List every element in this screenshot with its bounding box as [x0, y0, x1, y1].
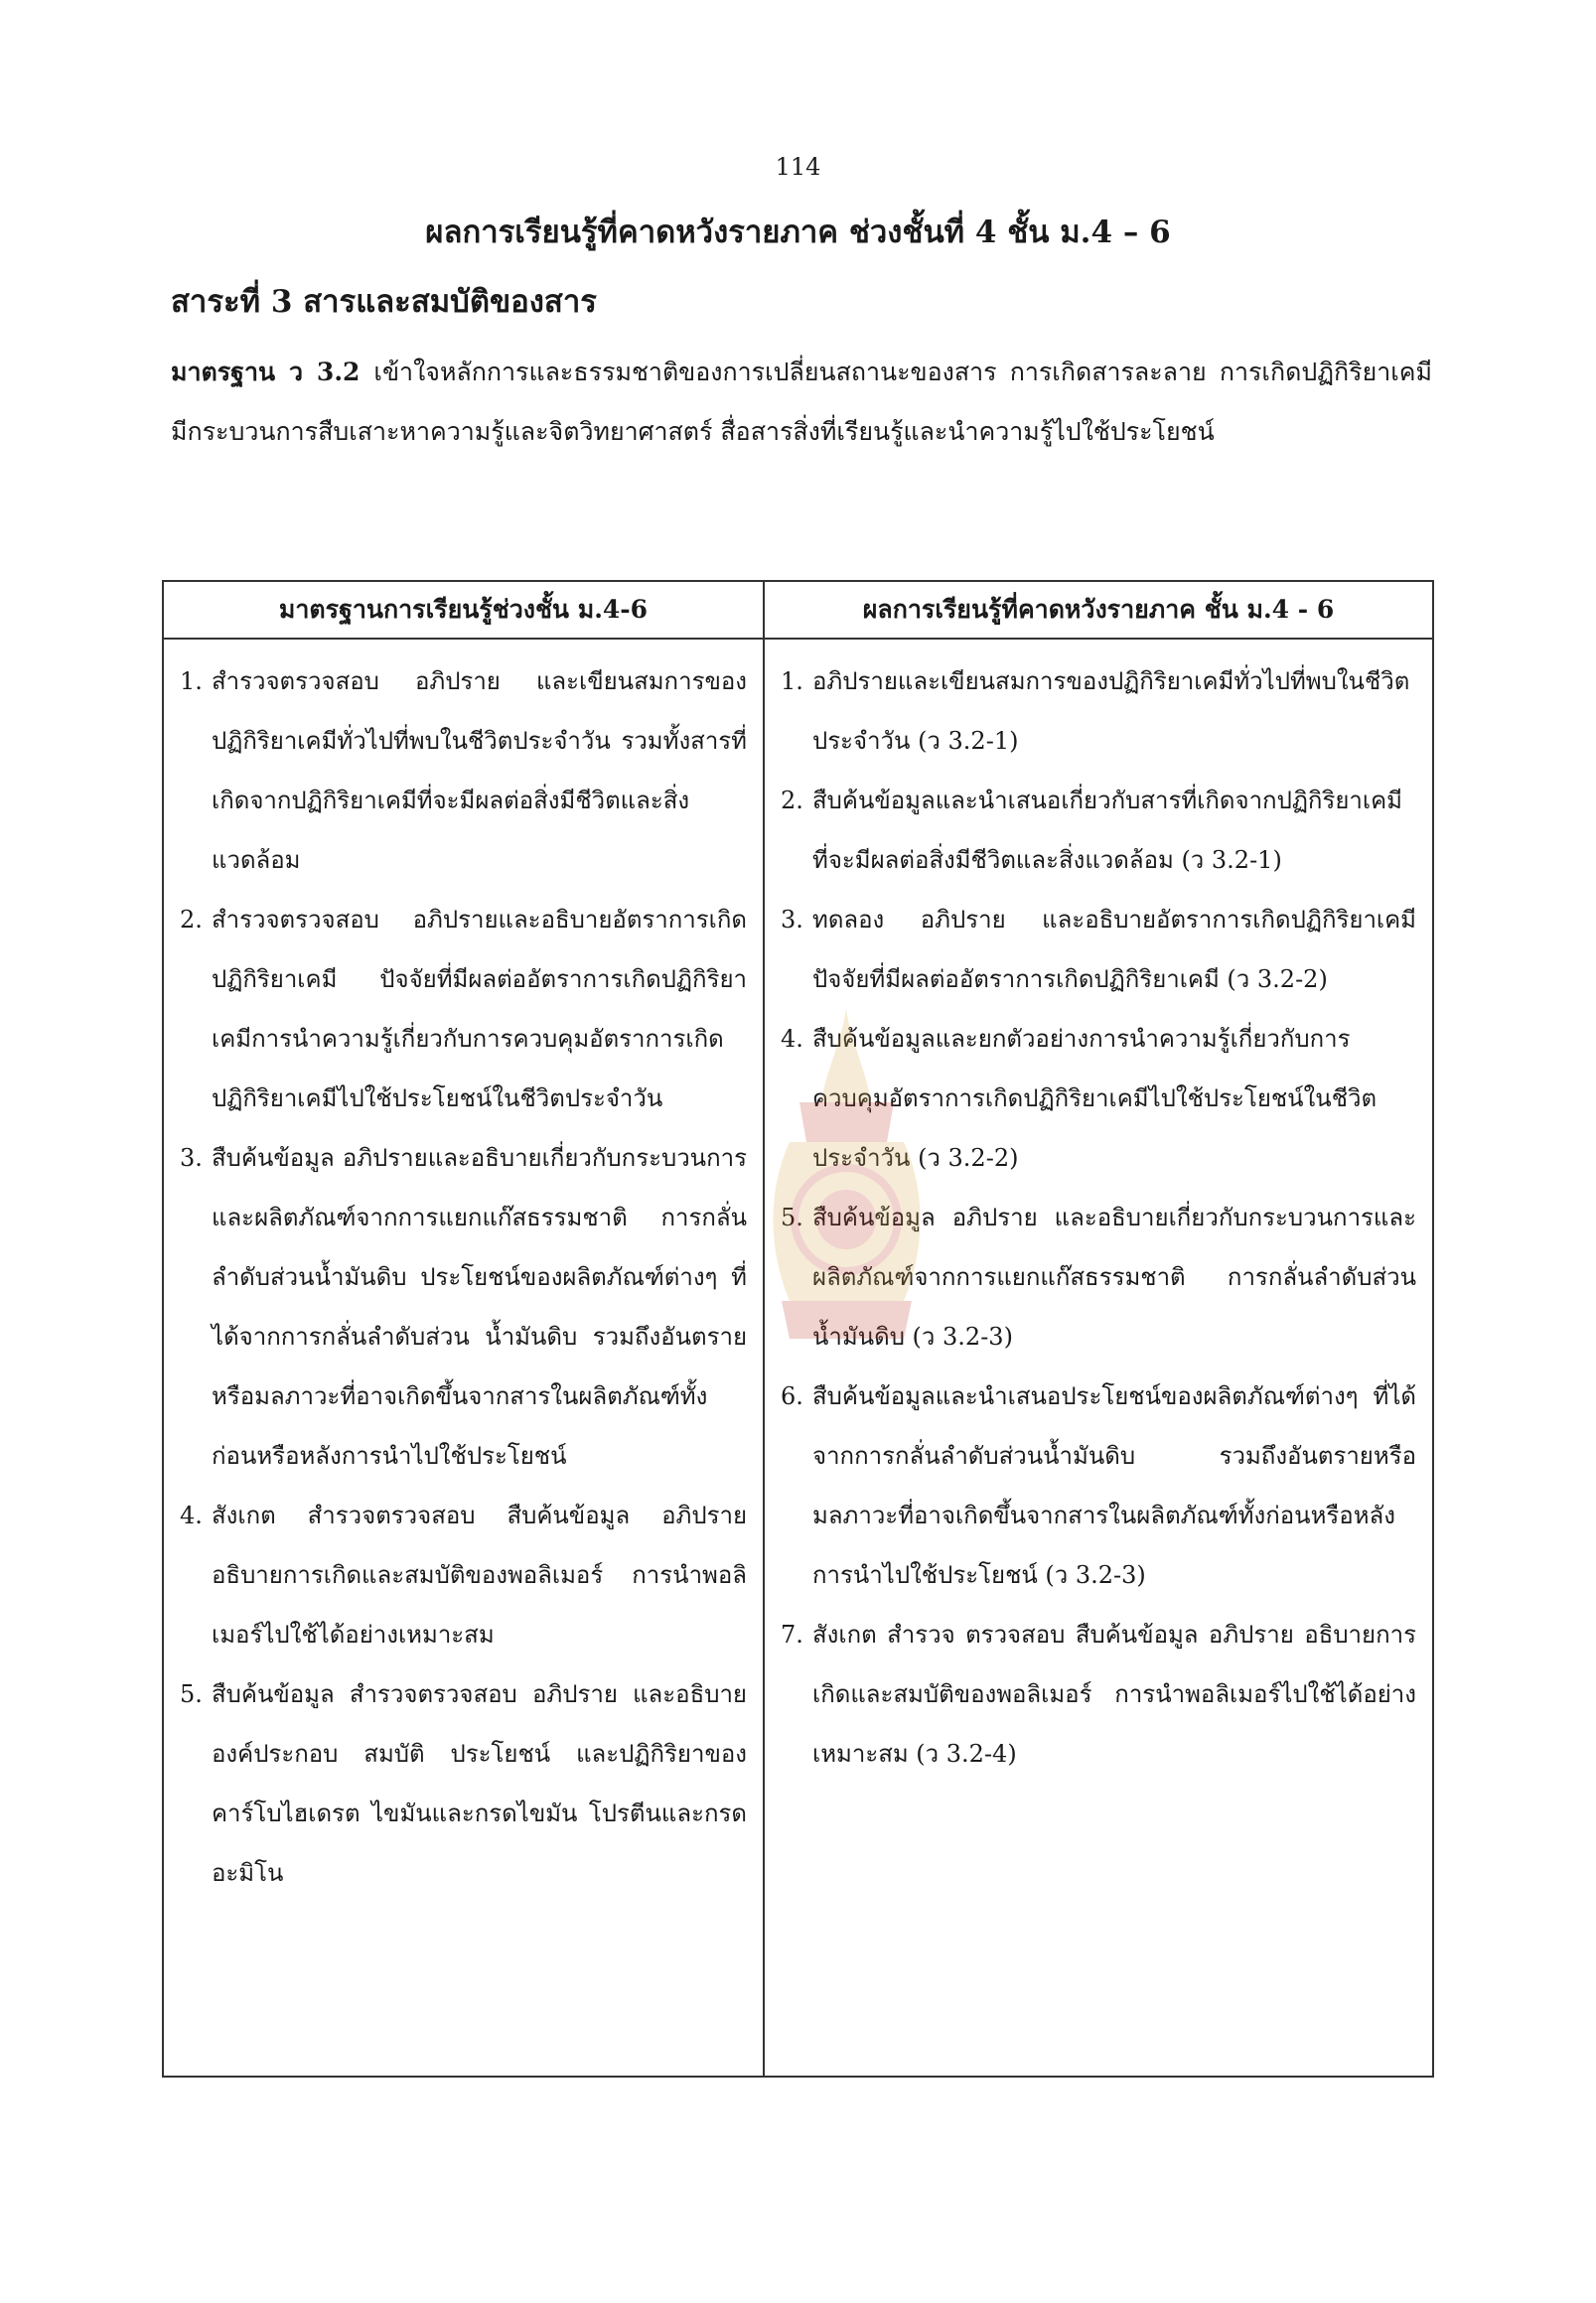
list-item: [781, 651, 1416, 771]
expected-outcome-list: [781, 651, 1416, 1784]
item-text: สืบค้นข้อมูล อภิปราย และอธิบายเกี่ยวกับกระบวนการและผลิตภัณฑ์จากการแยกแก๊สธรรมชาติ การกลั่นลำดับส่วนน้ำมันดิบ (ว 3.2-3): [812, 1204, 1416, 1351]
standard-text: เข้าใจหลักการและธรรมชาติของการเปลี่ยนสถานะของสาร การเกิดสารละลาย การเกิดปฏิกิริยาเคมี มีกระบวนการสืบเสาะหาความรู้และจิตวิทยาศาสตร์ สื่อสารสิ่งที่เรียนรู้และนำความรู้ไปใช้ประโยชน์: [171, 358, 1432, 446]
list-item: [180, 1486, 747, 1664]
learning-standard-list: [180, 651, 747, 1903]
list-item: [180, 1128, 747, 1486]
list-item: [180, 1664, 747, 1903]
table-header-row: [163, 581, 1433, 639]
item-number: 4.: [781, 1025, 803, 1053]
list-item: [781, 771, 1416, 890]
list-item: [180, 890, 747, 1128]
strand-title: สาระที่ 3 สารและสมบัติของสาร: [171, 284, 597, 320]
header-expected-outcome: ผลการเรียนรู้ที่คาดหวังรายภาค ชั้น ม.4 - 6: [764, 581, 1433, 639]
item-number: 7.: [781, 1621, 803, 1649]
header-learning-standard: มาตรฐานการเรียนรู้ช่วงชั้น ม.4-6: [163, 581, 764, 639]
list-item: [781, 890, 1416, 1009]
item-text: สำรวจตรวจสอบ อภิปราย และเขียนสมการของปฏิกิริยาเคมีทั่วไปที่พบในชีวิตประจำวัน รวมทั้งสารที่เกิดจากปฏิกิริยาเคมีที่จะมีผลต่อสิ่งมีชีวิตและสิ่งแวดล้อม: [212, 667, 747, 874]
item-number: 3.: [180, 1144, 203, 1172]
item-number: 2.: [180, 906, 203, 934]
item-text: สืบค้นข้อมูลและนำเสนอเกี่ยวกับสารที่เกิดจากปฏิกิริยาเคมีที่จะมีผลต่อสิ่งมีชีวิตและสิ่งแวดล้อม (ว 3.2-1): [812, 787, 1402, 874]
item-text: สืบค้นข้อมูลและยกตัวอย่างการนำความรู้เกี่ยวกับการควบคุมอัตราการเกิดปฏิกิริยาเคมีไปใช้ประโยชน์ในชีวิตประจำวัน (ว 3.2-2): [812, 1025, 1378, 1172]
item-number: 2.: [781, 787, 803, 814]
item-number: 5.: [781, 1204, 803, 1231]
item-number: 1.: [781, 667, 803, 695]
standard-code: มาตรฐาน ว 3.2: [171, 358, 361, 386]
item-text: สังเกต สำรวจ ตรวจสอบ สืบค้นข้อมูล อภิปราย อธิบายการเกิดและสมบัติของพอลิเมอร์ การนำพอลิเมอร์ไปใช้ได้อย่างเหมาะสม (ว 3.2-4): [812, 1621, 1416, 1768]
standard-paragraph: [171, 343, 1432, 462]
list-item: [781, 1188, 1416, 1367]
item-text: สำรวจตรวจสอบ อภิปรายและอธิบายอัตราการเกิดปฏิกิริยาเคมี ปัจจัยที่มีผลต่ออัตราการเกิดปฏิกิริยาเคมีการนำความรู้เกี่ยวกับการควบคุมอัตราการเกิดปฏิกิริยาเคมีไปใช้ประโยชน์ในชีวิตประจำวัน: [212, 906, 747, 1112]
list-item: [781, 1009, 1416, 1188]
item-number: 3.: [781, 906, 803, 934]
item-text: สืบค้นข้อมูลและนำเสนอประโยชน์ของผลิตภัณฑ์ต่างๆ ที่ได้จากการกลั่นลำดับส่วนน้ำมันดิบ รวมถึงอันตรายหรือ มลภาวะที่อาจเกิดขึ้นจากสารในผลิตภัณฑ์ทั้งก่อนหรือหลังการนำไปใช้ประโยชน์ (ว 3.2-3): [812, 1382, 1416, 1589]
item-text: สืบค้นข้อมูล อภิปรายและอธิบายเกี่ยวกับกระบวนการและผลิตภัณฑ์จากการแยกแก๊สธรรมชาติ การกลั่นลำดับส่วนน้ำมันดิบ ประโยชน์ของผลิตภัณฑ์ต่างๆ ที่ได้จากการกลั่นลำดับส่วน น้ำมันดิบ รวมถึงอันตรายหรือมลภาวะที่อาจเกิดขึ้นจากสารในผลิตภัณฑ์ทั้งก่อนหรือหลังการนำไปใช้ประโยชน์: [212, 1144, 747, 1470]
item-number: 4.: [180, 1502, 203, 1529]
item-text: ทดลอง อภิปราย และอธิบายอัตราการเกิดปฏิกิริยาเคมี ปัจจัยที่มีผลต่ออัตราการเกิดปฏิกิริยาเคมี (ว 3.2-2): [812, 906, 1416, 993]
item-text: สืบค้นข้อมูล สำรวจตรวจสอบ อภิปราย และอธิบาย องค์ประกอบ สมบัติ ประโยชน์ และปฏิกิริยาของคาร์โบไฮเดรต ไขมันและกรดไขมัน โปรตีนและกรดอะมิโน: [212, 1680, 747, 1887]
learning-standard-cell: [163, 639, 764, 2077]
item-text: สังเกต สำรวจตรวจสอบ สืบค้นข้อมูล อภิปราย อธิบายการเกิดและสมบัติของพอลิเมอร์ การนำพอลิเมอร์ไปใช้ได้อย่างเหมาะสม: [212, 1502, 747, 1649]
list-item: [781, 1605, 1416, 1784]
item-text: อภิปรายและเขียนสมการของปฏิกิริยาเคมีทั่วไปที่พบในชีวิตประจำวัน (ว 3.2-1): [812, 667, 1410, 755]
expected-outcome-cell: [764, 639, 1433, 2077]
item-number: 5.: [180, 1680, 203, 1708]
table-row: [163, 639, 1433, 2077]
page-number: 114: [775, 153, 821, 181]
item-number: 1.: [180, 667, 203, 695]
list-item: [180, 651, 747, 890]
list-item: [781, 1367, 1416, 1605]
page-title: ผลการเรียนรู้ที่คาดหวังรายภาค ช่วงชั้นที่ 4 ชั้น ม.4 – 6: [425, 215, 1171, 250]
standards-table: [162, 580, 1434, 2078]
item-number: 6.: [781, 1382, 803, 1410]
